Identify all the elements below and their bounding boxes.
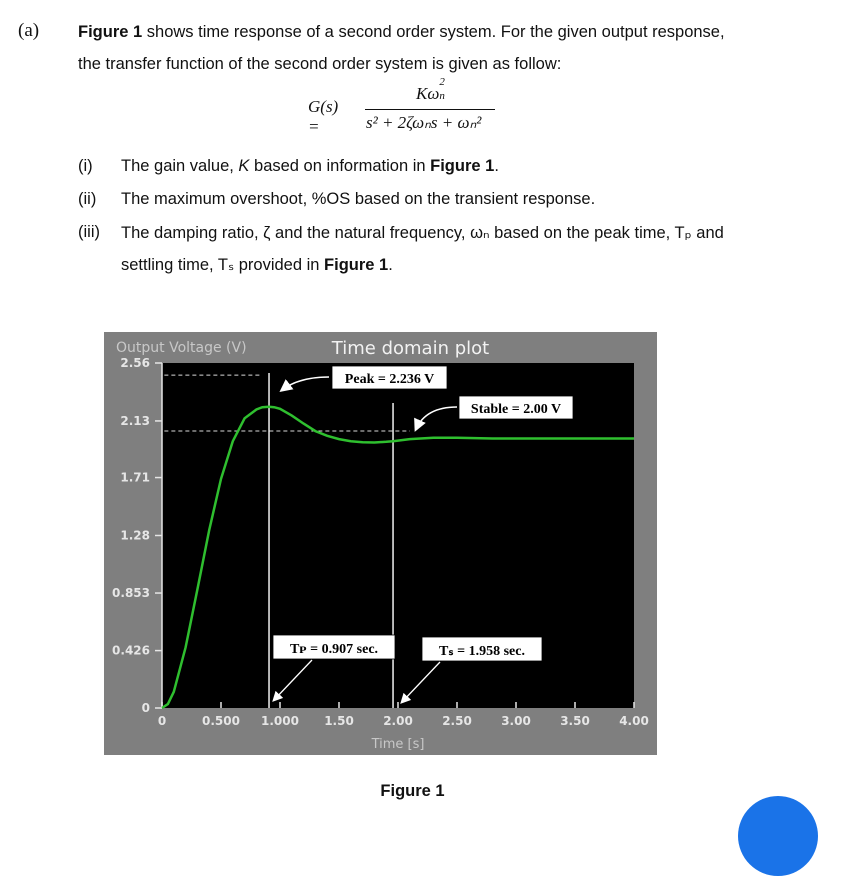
y-tick-label: 0.853 bbox=[112, 586, 150, 601]
x-tick-label: 1.50 bbox=[324, 714, 354, 728]
item-number: (iii) bbox=[78, 223, 100, 241]
stable-annotation-label: Stable = 2.00 V bbox=[470, 402, 562, 417]
x-tick-label: 1.000 bbox=[261, 714, 299, 728]
fraction-bar bbox=[365, 109, 495, 110]
x-tick-label: 0.500 bbox=[202, 714, 240, 728]
y-tick-label: 0 bbox=[141, 701, 150, 715]
y-axis-label: Output Voltage (V) bbox=[116, 340, 247, 356]
item-text: The maximum overshoot, %OS based on the transient response. bbox=[121, 190, 596, 208]
x-tick-label: 3.50 bbox=[560, 714, 590, 728]
item-text: The gain value, K based on information in Figure 1. bbox=[121, 157, 499, 175]
intro-line-1 bbox=[78, 22, 725, 42]
item-number: (i) bbox=[78, 157, 93, 175]
x-tick-label: 4.00 bbox=[619, 714, 649, 728]
intro-line-2: the transfer function of the second order system is given as follow: bbox=[78, 55, 562, 73]
x-tick-label: 2.50 bbox=[442, 714, 472, 728]
x-tick-label: 2.00 bbox=[383, 714, 413, 728]
x-tick-label: 0 bbox=[157, 714, 167, 728]
item-text: The damping ratio, ζ and the natural frequency, ωₙ based on the peak time, Tₚ and bbox=[121, 224, 724, 242]
figure-ref: Figure 1 bbox=[78, 23, 143, 41]
figure-caption: Figure 1 bbox=[380, 782, 445, 800]
equation-numerator: Kω 2 n bbox=[416, 76, 445, 103]
part-label: (a) bbox=[18, 20, 40, 41]
intro-text: shows time response of a second order system. For the given output response, bbox=[142, 23, 725, 41]
tp-annotation-label: Tᴘ = 0.907 sec. bbox=[289, 642, 379, 657]
y-tick-label: 1.71 bbox=[120, 470, 150, 485]
item-text-continued: settling time, Tₛ provided in Figure 1. bbox=[121, 256, 393, 274]
peak-annotation-label: Peak = 2.236 V bbox=[344, 372, 435, 387]
y-tick-label: 1.28 bbox=[120, 528, 150, 543]
floating-action-button[interactable] bbox=[738, 796, 818, 876]
x-axis-label: Time [s] bbox=[371, 737, 425, 752]
y-tick-label: 0.426 bbox=[112, 643, 150, 658]
ts-annotation-label: Tₛ = 1.958 sec. bbox=[439, 644, 525, 659]
x-tick-label: 3.00 bbox=[501, 714, 531, 728]
equation-denominator: s² + 2ζωₙs + ωₙ² bbox=[366, 113, 482, 132]
chart-title: Time domain plot bbox=[331, 338, 490, 359]
y-tick-label: 2.56 bbox=[120, 356, 150, 370]
y-tick-label: 2.13 bbox=[120, 413, 150, 428]
time-domain-plot bbox=[104, 332, 657, 755]
equation-lhs: G(s) = bbox=[308, 97, 339, 136]
item-number: (ii) bbox=[78, 190, 97, 208]
